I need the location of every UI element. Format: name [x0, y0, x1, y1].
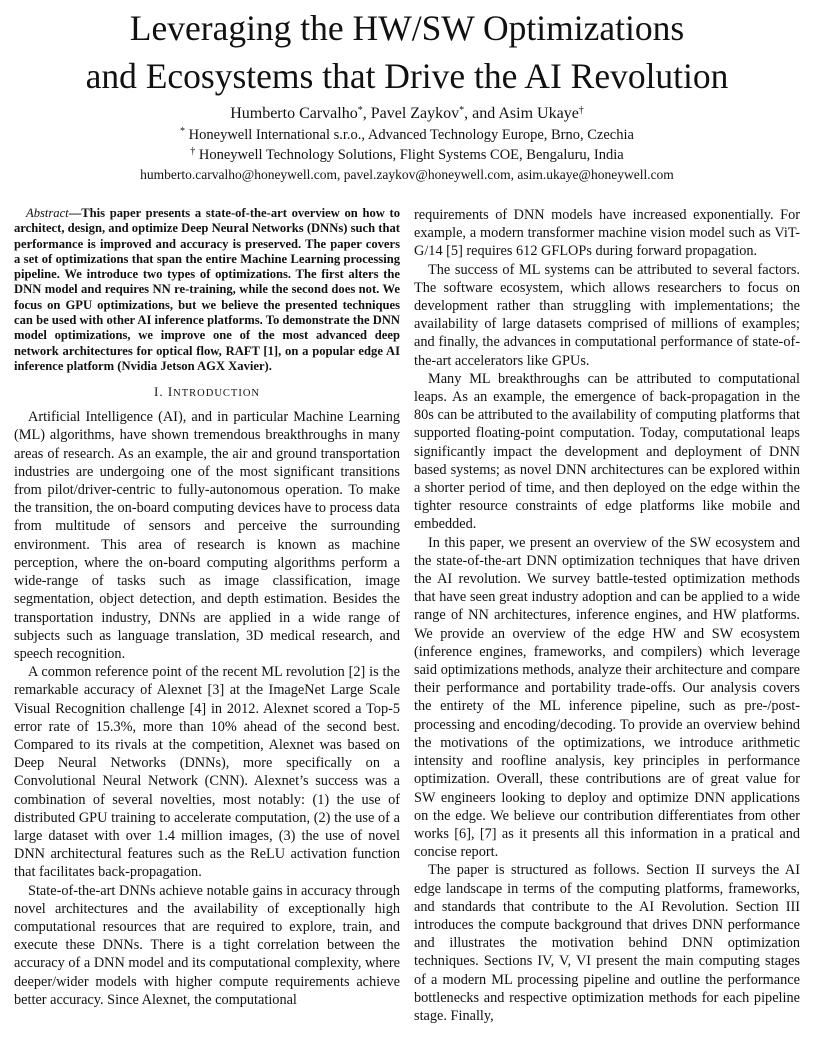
affiliation-mark: *	[357, 105, 363, 116]
paragraph: Artificial Intelligence (AI), and in particular Machine Learning (ML) algorithms, have shown tremendous breakthroughs in many areas of research. As an example, the air and ground transportation industries are undergoing one of the most significant transitions from pilot/driver-centric to fully-autonomous operation. To make the transition, the on-board computing devices have to process data from multitude of sensors and perceive the surrounding environment. This area of research is known as machine perception, where the on-board computing algorithms perform a wide-range of tasks such as image classification, image segmentation, object detection, and depth estimation. Besides the transportation industry, DNNs are applied in a wide range of subjects such as language translation, 3D medical research, and speech recognition.	[14, 409, 400, 662]
affiliation-mark: †	[578, 105, 584, 116]
author-name: Humberto Carvalho	[230, 105, 358, 122]
section-title-initial: I	[167, 384, 174, 400]
right-column	[414, 206, 800, 1025]
abstract-label: Abstract	[26, 206, 69, 220]
affiliation-2	[0, 146, 814, 165]
paragraph: State-of-the-art DNNs achieve notable gains in accuracy through novel architectures and the availability of exceptionally high computational resources that are required to explore, train, and execute these DNNs. There is a tight correlation between the accuracy of a DNN model and its computational complexity, where deeper/wider models with higher compute requirements achieve better accuracy. Since Alexnet, the computational	[14, 882, 400, 1008]
paragraph: In this paper, we present an overview of the SW ecosystem and the state-of-the-art DNN optimization techniques that have driven the AI revolution. We survey battle-tested optimization methods that have seen great industry adoption and can be applied to a wide range of NN architectures, inference engines, and HW platforms. We provide an overview of the edge HW and SW ecosystem (inference engines, frameworks, and compilers) which leverage said optimizations methods, analyze their architecture and compare their performance and portability trade-offs. Our analysis covers the entirety of the ML inference pipeline, such as pre-/post-processing and encoding/decoding. To provide an overview behind the motivations of the optimizations, we introduce arithmetic intensity and roofline analysis, key principles in performance optimization. Overall, these contributions are of great value for SW engineers looking to deploy and optimize DNN applications on the edge. We believe our contribution differentiates from other works [6], [7] as it presents all this information in a pratical and concise report.	[414, 534, 800, 861]
abstract-dash: —	[68, 206, 82, 220]
title-line-2: and Ecosystems that Drive the AI Revolution	[85, 56, 729, 96]
author-name: Pavel Zaykov	[370, 105, 460, 122]
affiliation-1	[0, 126, 814, 145]
affiliation-mark: †	[190, 146, 196, 157]
title-line-1: Leveraging the HW/SW Optimizations	[129, 8, 685, 48]
paragraph: A common reference point of the recent ML revolution [2] is the remarkable accuracy of Alexnet [3] at the ImageNet Large Scale Visual Recognition challenge [4] in 2012. Alexnet scored a Top-5 error rate of 15.3%, more than 10% ahead of the second best. Compared to its rivals at the competition, Alexnet was based on Deep Neural Networks (DNNs), more specifically on a Convolutional Neural Network (CNN). Alexnet’s success was a combination of several novelties, most notably: (1) the use of distributed GPU training to accelerate computation, (2) the use of a large dataset with over 1.4 million images, (3) the use of novel DNN architectural features such as the ReLU activation function that facilitates back-propagation.	[14, 664, 400, 881]
affiliation-text: Honeywell International s.r.o., Advanced Technology Europe, Brno, Czechia	[185, 127, 634, 143]
abstract-text: This paper presents a state-of-the-art overview on how to architect, design, and optimize Deep Neural Networks (DNNs) such that performance is improved and accuracy is preserved. The paper covers a set of optimizations that span the entire Machine Learning processing pipeline. We introduce two types of optimizations. The first alters the DNN model and requires NN re-training, while the second does not. We focus on GPU optimizations, but we believe the presented techniques can be used with other AI inference platforms. To demonstrate the DNN model optimizations, we improve one of the most advanced deep network architectures for optical flow, RAFT [1], on a popular edge AI inference platform (Nvidia Jetson AGX Xavier).	[14, 206, 400, 373]
paragraph: Many ML breakthroughs can be attributed to computational leaps. As an example, the emergence of back-propagation in the 80s can be attributed to the availability of computing platforms that supported floating-point computation. Today, computational leaps significantly impact the development and deployment of DNN based systems; as novel DNN architectures can be explored within a shorter period of time, and then deployed on the edge within the tighter resource constraints of edge platforms like mobile and embedded.	[414, 370, 800, 533]
abstract	[14, 206, 400, 374]
paragraph: requirements of DNN models have increased exponentially. For example, a modern transformer machine vision model such as ViT-G/14 [5] requires 612 GFLOPs during forward propagation.	[414, 207, 800, 260]
author-separator: ,	[362, 105, 371, 122]
author-separator: , and	[464, 105, 499, 122]
author-name: Asim Ukaye	[498, 105, 579, 122]
affiliation-text: Honeywell Technology Solutions, Flight Systems COE, Bengaluru, India	[195, 147, 624, 163]
paragraph: The paper is structured as follows. Section II surveys the AI edge landscape in terms of the computing platforms, frameworks, and standards that contribute to the AI Revolution. Section III introduces the compute background that drives DNN performance and illustrates the motivation behind DNN optimization techniques. Sections IV, V, VI present the main computing stages of a modern ML processing pipeline and outline the performance bottlenecks and respective optimization methods for each pipeline stage. Finally,	[414, 862, 800, 1024]
affiliation-mark: *	[180, 126, 186, 137]
section-title-rest: NTRODUCTION	[173, 388, 260, 400]
author-list	[0, 104, 814, 124]
left-column	[14, 206, 400, 1009]
paragraph: The success of ML systems can be attributed to several factors. The software ecosystem, which allows researchers to focus on development rather than struggling with implementations; the availability of large datasets comprised of millions of examples; and finally, the advances in computational performance of state-of-the-art accelerators like GPUs.	[414, 261, 800, 369]
affiliation-mark: *	[459, 105, 465, 116]
section-numeral: I.	[153, 384, 168, 400]
section-heading-introduction	[14, 384, 400, 402]
paper-title	[0, 4, 814, 100]
author-emails: humberto.carvalho@honeywell.com, pavel.zaykov@honeywell.com, asim.ukaye@honeywell.com	[140, 167, 674, 182]
